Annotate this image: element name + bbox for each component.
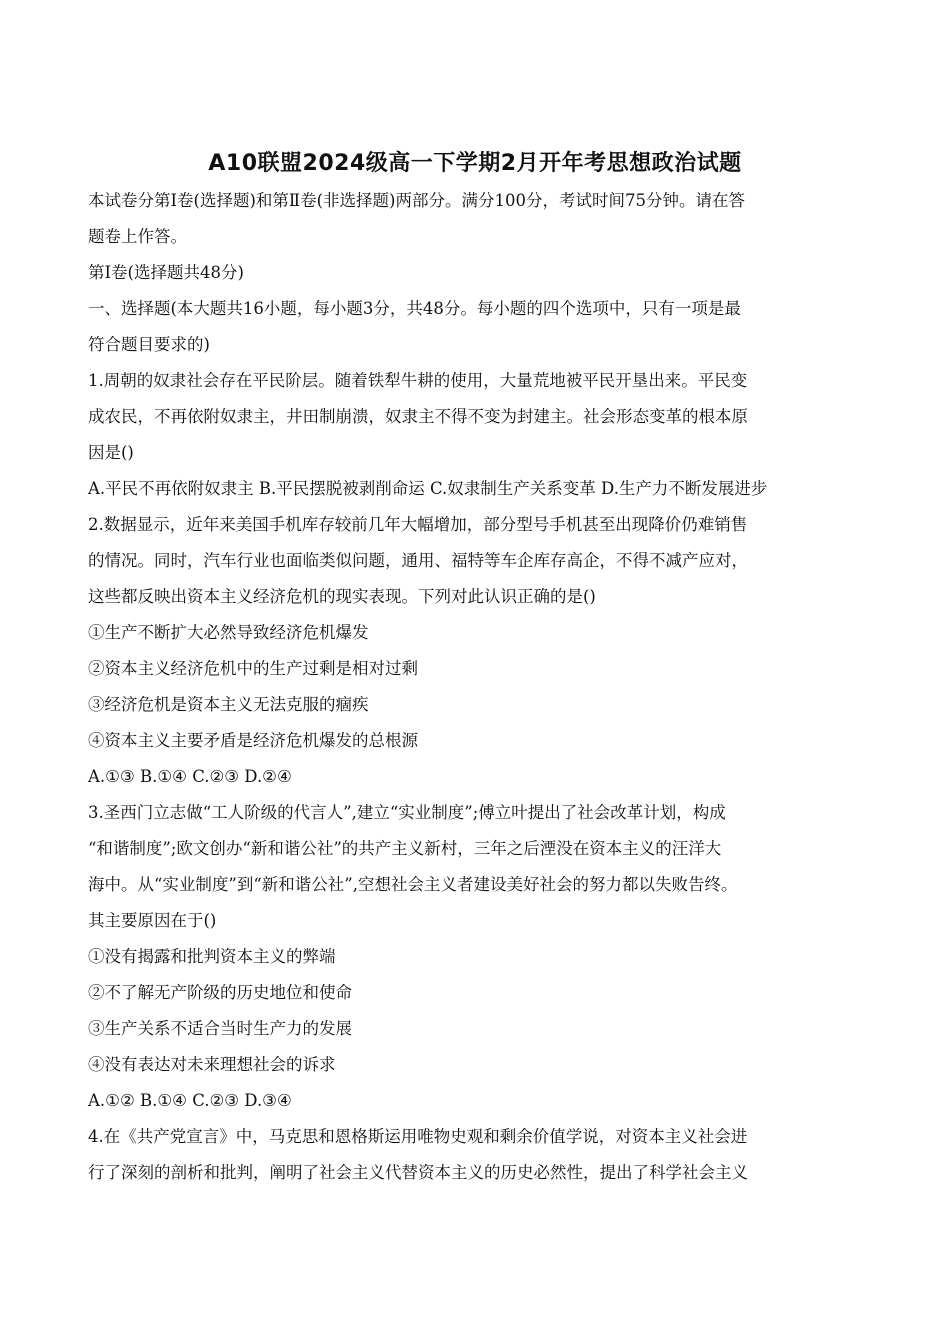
- question-3-line-4: 其主要原因在于(): [88, 911, 217, 930]
- question-4-line-1: 4.在《共产党宣言》中，马克思和恩格斯运用唯物史观和剩余价值学说，对资本主义社会进: [88, 1127, 748, 1146]
- question-2-statement-1: ①生产不断扩大必然导致经济危机爆发: [88, 623, 369, 642]
- question-1-options: A.平民不再依附奴隶主 B.平民摆脱被剥削命运 C.奴隶制生产关系变革 D.生产力不断发展进步: [88, 479, 768, 498]
- question-3-line-1: 3.圣西门立志做“工人阶级的代言人”,建立“实业制度”;傅立叶提出了社会改革计划，构成: [88, 803, 726, 822]
- question-2-line-3: 这些都反映出资本主义经济危机的现实表现。下列对此认识正确的是(): [88, 587, 596, 606]
- question-2-statement-2: ②资本主义经济危机中的生产过剩是相对过剩: [88, 659, 418, 678]
- question-3-statement-3: ③生产关系不适合当时生产力的发展: [88, 1019, 352, 1038]
- question-2-line-1: 2.数据显示，近年来美国手机库存较前几年大幅增加，部分型号手机甚至出现降价仍难销售: [88, 515, 748, 534]
- question-3-statement-1: ①没有揭露和批判资本主义的弊端: [88, 947, 336, 966]
- question-3-statement-4: ④没有表达对未来理想社会的诉求: [88, 1055, 336, 1074]
- question-4-line-2: 行了深刻的剖析和批判，阐明了社会主义代替资本主义的历史必然性，提出了科学社会主义: [88, 1163, 748, 1182]
- intro-line-1: 本试卷分第I卷(选择题)和第Ⅱ卷(非选择题)两部分。满分100分，考试时间75分钟。请在答: [88, 191, 745, 210]
- page-title: A10联盟2024级高一下学期2月开年考思想政治试题: [208, 151, 742, 176]
- question-2-statement-4: ④资本主义主要矛盾是经济危机爆发的总根源: [88, 731, 418, 750]
- question-2-line-2: 的情况。同时，汽车行业也面临类似问题，通用、福特等车企库存高企，不得不减产应对，: [88, 551, 748, 570]
- intro-line-2: 题卷上作答。: [88, 227, 187, 246]
- question-1-line-1: 1.周朝的奴隶社会存在平民阶层。随着铁犁牛耕的使用，大量荒地被平民开垦出来。平民变: [88, 371, 748, 390]
- instruction-line-1: 一、选择题(本大题共16小题，每小题3分，共48分。每小题的四个选项中，只有一项是最: [88, 299, 741, 318]
- section-heading: 第I卷(选择题共48分): [88, 263, 244, 282]
- question-2-statement-3: ③经济危机是资本主义无法克服的痼疾: [88, 695, 369, 714]
- question-1-line-3: 因是(): [88, 443, 134, 462]
- question-3-line-2: “和谐制度”;欧文创办“新和谐公社”的共产主义新村，三年之后湮没在资本主义的汪洋大: [88, 839, 722, 858]
- question-2-options: A.①③ B.①④ C.②③ D.②④: [88, 767, 292, 786]
- instruction-line-2: 符合题目要求的): [88, 335, 210, 354]
- question-3-options: A.①② B.①④ C.②③ D.③④: [88, 1091, 292, 1110]
- question-1-line-2: 成农民，不再依附奴隶主，井田制崩溃，奴隶主不得不变为封建主。社会形态变革的根本原: [88, 407, 748, 426]
- question-3-line-3: 海中。从“实业制度”到“新和谐公社”,空想社会主义者建设美好社会的努力都以失败告终。: [88, 875, 738, 894]
- question-3-statement-2: ②不了解无产阶级的历史地位和使命: [88, 983, 352, 1002]
